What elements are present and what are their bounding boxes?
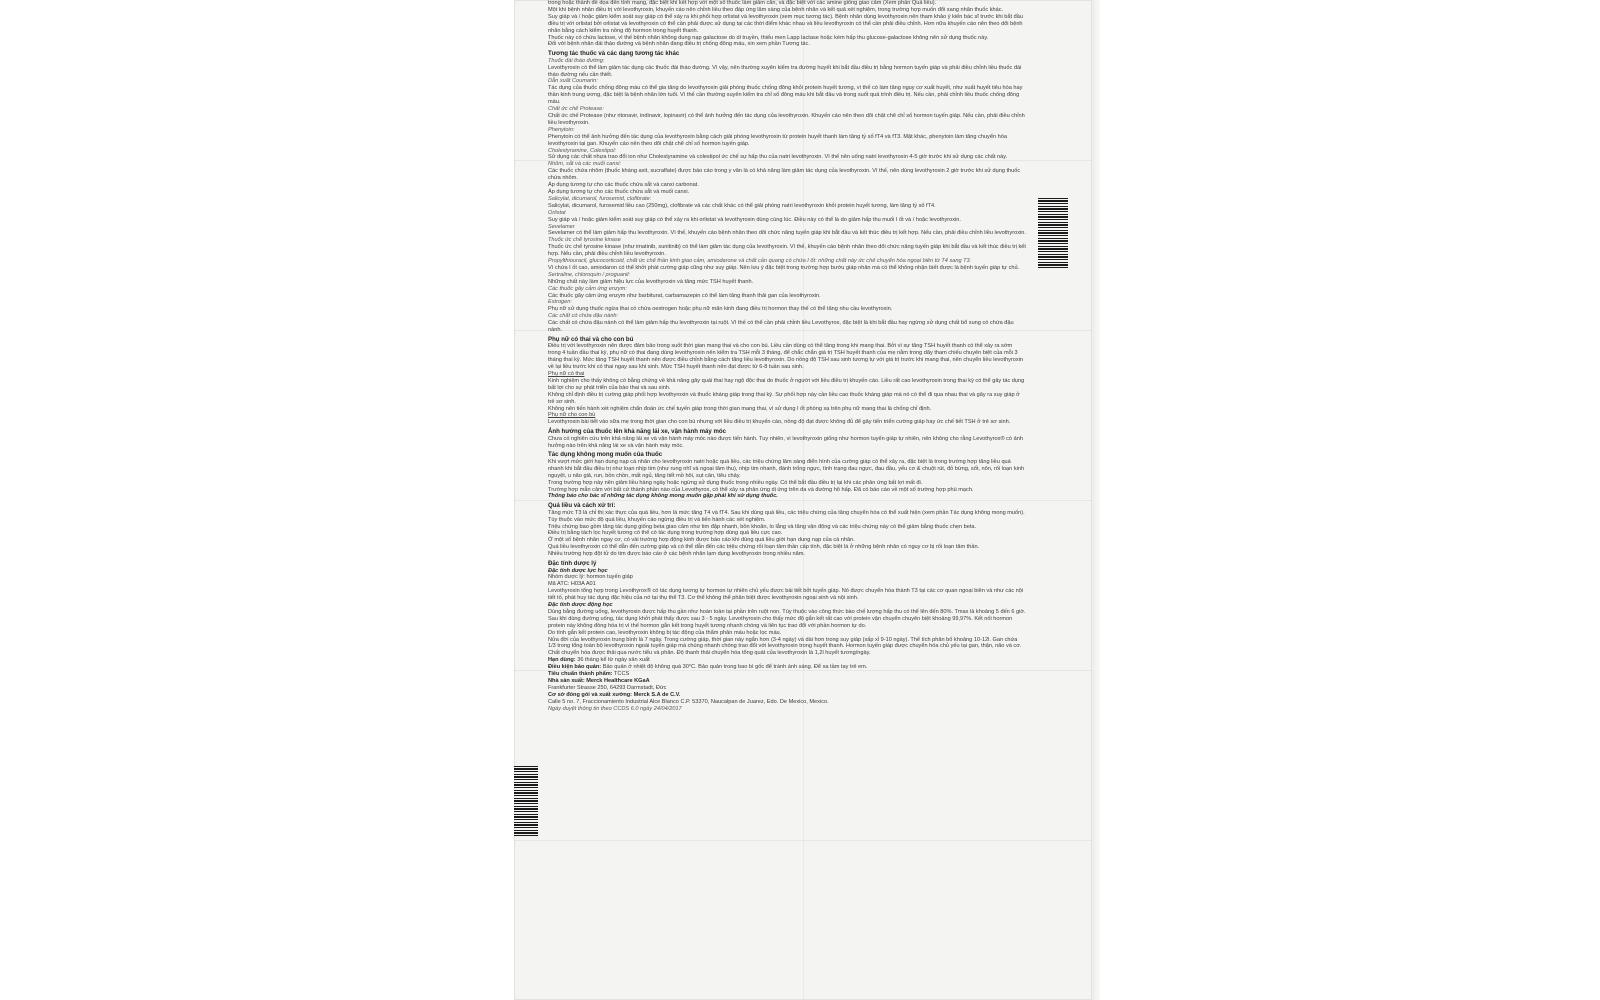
paragraph: Các chất có chứa đậu nành:: [548, 313, 619, 320]
paragraph: Kinh nghiệm cho thấy không có bằng chứng về khả năng gây quái thai hay ngộ độc thai do thuốc ở người với liều điều trị khuyến cáo. Liều rất cao levothyroxin trong thai kỳ có thể gây tác dụng bất lợi cho sự phát triển của bào thai và sau sinh.: [548, 377, 1025, 391]
paragraph: Phụ nữ sử dụng thuốc ngừa thai có chứa oestrogen hoặc phụ nữ mãn kinh đang điều trị hormon thay thế có thể tăng nhu cầu levothyroxin.: [548, 306, 893, 313]
paragraph: Orlistat: [548, 209, 566, 216]
paragraph: Phenytoin có thể ảnh hưởng đến tác dụng của levothyroxin bằng cách giải phóng levothyroxin từ protein huyết thanh làm tăng tỷ số fT4 và fT3. Mặt khác, phenytoin làm tăng chuyển hóa levothyroxin tại gan. Khuyến cáo nên theo dõi chặt chẽ chỉ số hormon tuyến giáp.: [548, 133, 1007, 147]
paragraph: Levothyroxin bài tiết vào sữa mẹ trong thời gian cho con bú nhưng với liều điều trị khuyến cáo, nồng độ đạt được không đủ để gây tiến triển cường giáp hay ức chế tiết TSH ở trẻ sơ sinh.: [548, 419, 1011, 426]
paragraph: Nhóm dược lý: hormon tuyến giáp: [548, 574, 633, 581]
paragraph: Phụ nữ cho con bú: [548, 412, 596, 419]
field-value: TCCS: [612, 671, 630, 678]
paragraph: Dùng bằng đường uống, levothyroxin được hấp thu gần như hoàn toàn tại phần trên ruột non. Tùy thuộc vào công thức bào chế lượng hấp thu có thể lên đến 80%. Tmax là khoảng 5 đến 6 giờ.: [548, 608, 1026, 615]
section-heading: Phụ nữ có thai và cho con bú: [548, 335, 634, 343]
paragraph: Suy giáp và / hoặc giảm kiểm soát suy giáp có thể xảy ra khi orlistat và levothyroxin dùng cùng lúc. Điều này có thể là do giảm hấp thu muối I ốt và / hoặc levothyroxin.: [548, 216, 961, 223]
paragraph: Nửa đời của levothyroxin trung bình là 7 ngày. Trong cường giáp, thời gian này ngắn hơn (3-4 ngày) và dài hơn trong suy giáp (xấp xỉ 9-10 ngày). Thể tích phân bố khoảng 10-12l. Gan chứa 1/3 trong tổng toàn bộ levothyroxin ngoài tuyến giáp mà chúng nhanh chóng trao đổi với levothyroxin trong huyết thanh. Hormon tuyến giáp được chuyển hóa chủ yếu tại gan, thận, não và cơ. Chất chuyển hóa được thải qua nước tiểu và phân. Độ thanh thải chuyển hóa tổng quát của levothyroxin là 1,2l huyết tương/ngày.: [548, 636, 1022, 657]
paragraph: [548, 671, 1026, 678]
barcode-left: [514, 766, 538, 838]
paragraph: Calle 5 no. 7, Fraccionamiento Industrial Alce Blanco C.P. 53370, Naucalpan de Juarez, Edo. De Mexico, Mexico.: [548, 698, 829, 705]
paragraph: Những chất này làm giảm hiệu lực của levothyroxin và tăng mức TSH huyết thanh.: [548, 278, 754, 285]
adjacent-page-edge: [1092, 0, 1100, 1000]
leaflet-text: [548, 0, 1026, 1000]
section-heading: Quá liều và cách xử trí:: [548, 501, 616, 509]
paragraph: Dẫn xuất Coumarin:: [548, 78, 598, 85]
section-heading: Tương tác thuốc và các dạng tương tác khác: [548, 49, 680, 57]
field-value: Bảo quản ở nhiệt độ không quá 30°C. Bảo quản trong bao bì gốc để tránh ánh sáng. Để xa tầm tay trẻ em.: [601, 664, 868, 671]
paragraph: Các thuốc chứa nhôm (thuốc kháng axit, sucralfate) được báo cáo trong y văn là có khả năng làm giảm tác dụng của levothyroxin. Vì thế, nên dùng levothyroxin 2 giờ trước khi sử dụng thuốc chứa nhôm.: [548, 168, 1021, 182]
paragraph: Chưa có nghiên cứu trên khả năng lái xe và vận hành máy móc nào được tiến hành. Tuy nhiên, vì levothyroxin giống như hormon tuyến giáp tự nhiên, nên không cho rằng Levothyrox® có ảnh hưởng nào trên khả năng lái xe và vận hành máy móc.: [548, 435, 1023, 449]
section-heading: Ảnh hưởng của thuốc lên khả năng lái xe, vận hành máy móc: [548, 427, 727, 435]
paragraph: Vì chứa I ốt cao, amiodaron có thể khởi phát cường giáp cũng như suy giáp. Nên lưu ý đặc biệt trong trường hợp bướu giáp nhân mà có thể không nhận biết được là bệnh tuyến giáp tự chủ.: [548, 264, 1020, 271]
paragraph: Chất ức chế Protease:: [548, 106, 604, 113]
leaflet-sheet: [514, 0, 1092, 1000]
paragraph: Mã ATC: H03A A01: [548, 581, 596, 588]
paragraph: Sevelamer: [548, 223, 575, 230]
field-label: Tiêu chuẩn thành phẩm:: [548, 671, 613, 678]
paragraph: Trường hợp mẫn cảm với bất cứ thành phần nào của Levothyrox, có thể xảy ra phản ứng dị ứng trên da và đường hô hấp. Đã có báo cáo về một số trường hợp phù mạch.: [548, 486, 974, 493]
paragraph: Các thuốc gây cảm ứng enzym:: [548, 285, 627, 292]
paragraph: Sevelamer có thể làm giảm hấp thu levothyroxin. Vì thế, khuyến cáo bệnh nhân theo dõi chức năng tuyến giáp khi bắt đầu và kết thúc điều trị kết hợp. Nếu cần, phải điều chỉnh liều levothyroxin.: [548, 230, 1026, 237]
paragraph: Tác dụng của thuốc chống đông máu có thể gia tăng do levothyroxin giải phóng thuốc chống đông khỏi protein huyết tương, vì thế có làm tăng nguy cơ xuất huyết, như xuất huyết tiêu hóa hay thần kinh trung ương, đặc biệt là bệnh nhân lớn tuổi. Vì thế cần thường xuyên kiểm tra chỉ số đông máu khi bắt đầu và trong suốt quá trình điều trị. Nếu cần, phải chỉnh liều thuốc chống đông máu.: [548, 85, 1023, 106]
paragraph: Nhôm, sắt và các muối canxi:: [548, 161, 622, 168]
paragraph: Thuốc này có chứa lactose, vì thế bệnh nhân không dung nạp galactose do di truyền, thiếu men Lapp lactase hoặc kém hấp thu glucose-galactose không nên sử dụng thuốc này.: [548, 34, 989, 41]
paragraph: Ngày duyệt thông tin theo CCDS 6.0 ngày 24/04/2017: [548, 705, 682, 712]
paragraph: Áp dụng tương tự cho các thuốc chứa sắt và muối canxi.: [548, 188, 690, 195]
paragraph: Thuốc ức chế tyrosine kinase (như imatinib, sunitinib) có thể làm giảm tác dụng của levothyroxin. Vì thế, khuyến cáo bệnh nhân theo dõi chức năng tuyến giáp khi bắt đầu và kết thúc điều trị kết hợp. Nếu cần, phải điều chỉnh liều levothyroxin.: [548, 244, 1026, 258]
paragraph: Tùy thuộc vào mức độ quá liều, khuyến cáo ngừng điều trị và tiến hành các xét nghiệm.: [548, 516, 766, 523]
paragraph: Nhiều trường hợp đột tử do tim được báo cáo ở các bệnh nhân lạm dụng levothyroxin trong nhiều năm.: [548, 551, 805, 558]
paragraph: Các thuốc gây cảm ứng enzym như barbiturat, carbamazepin có thể làm tăng thanh thải gan của levothyroxin.: [548, 292, 821, 299]
paragraph: Estrogen:: [548, 299, 572, 306]
paragraph: Khi vượt mức giới hạn dung nạp cá nhân cho levothyroxin natri hoặc quá liều, các triệu chứng lâm sàng điển hình của cường giáp có thể xảy ra, đặc biệt là trong trường hợp tăng liều quá nhanh khi bắt đầu điều trị như loạn nhịp tim (như rung nhĩ và ngoại tâm thu), nhịp tim nhanh, đánh trống ngực, tình trạng đau ngực, đau đầu, yếu cơ & chuột rút, đỏ bừng, sốt, nôn, rối loạn kinh nguyệt, u não giả, run, bồn chồn, mất ngủ, tăng tiết mồ hôi, sụt cân, tiêu chảy.: [548, 458, 1025, 479]
paragraph: Do tính gắn kết protein cao, levothyroxin không bị tác động của thẩm phân máu hoặc lọc máu.: [548, 629, 782, 636]
paragraph: Áp dụng tương tự cho các thuốc chứa sắt và canxi carbonat.: [548, 182, 699, 189]
paragraph: Frankfurter Strasse 250, 64293 Darmstadt, Đức: [548, 684, 667, 691]
paragraph: Một khi bệnh nhân điều trị với levothyroxin, khuyến cáo nên chỉnh liều theo đáp ứng lâm sàng của bệnh nhân và kết quả xét nghiệm, trong trường hợp muốn đổi sang nhãn thuốc khác.: [548, 6, 1004, 13]
paragraph: Đặc tính dược động học: [548, 602, 613, 609]
paragraph: Điều trị bằng tách lọc huyết tương có thể có tác dụng trong trường hợp dùng quá liều cực cao.: [548, 530, 783, 537]
paragraph: Propylthiouracil, glucocorticoid, chất ức chế thần kinh giao cảm, amiodarone và chất cản quang có chứa I ốt: những chất này ức chế chuyển hóa ngoại biên từ T4 sang T3.: [548, 258, 972, 265]
paragraph: trong hoặc thành đè dọa đến tính mạng, đặc biệt khi kết hợp với một số thuốc làm giảm cân, và đặc biệt với các amine giống giao cảm (Xem phần Quá liều).: [548, 0, 937, 6]
paragraph: Cholestyramine, Colestipol:: [548, 147, 617, 154]
paragraph: Thuốc ức chế tyrosine kinase: [548, 237, 621, 244]
paragraph: Không nên tiến hành xét nghiệm chẩn đoán ức chế tuyến giáp trong thời gian mang thai, vì sử dụng I ốt phóng xạ trên phụ nữ mang thai là chống chỉ định.: [548, 405, 932, 412]
paragraph: Sertraline, chloroquin / proguanil:: [548, 271, 631, 278]
paragraph: Quá liều levothyroxin có thể dẫn đến cường giáp và có thể dẫn đến các triệu chứng rối loạn tâm thần cấp tính, đặc biệt là ở những bệnh nhân có nguy cơ bị rối loạn tâm thần.: [548, 544, 980, 551]
section-heading: Đặc tính dược lý: [548, 559, 597, 567]
barcode-right: [1038, 198, 1068, 270]
paragraph: Sử dụng các chất nhựa trao đổi ion như Cholestyramine và colestipol ức chế sự hấp thu của natri levothyroxin. Vì thế nên uống natri levothyroxin 4-5 giờ trước khi sử dụng các chất này.: [548, 154, 1008, 161]
paragraph: Nhà sản xuất: Merck Healthcare KGaA: [548, 678, 650, 684]
paragraph: Trong trường hợp này nên giảm liều hàng ngày hoặc ngừng sử dụng thuốc trong nhiều ngày. Có thể bắt đầu điều trị lại khi các phản ứng bất lợi mất đi.: [548, 479, 923, 486]
paragraph: Thông báo cho bác sĩ những tác dụng không mong muốn gặp phải khi sử dụng thuốc.: [548, 493, 778, 500]
paragraph: Ở một số bệnh nhân ngay cơ, có vài trường hợp động kinh được báo cáo khi dùng quá liều giới hạn dung nạp của cá nhân.: [548, 537, 855, 544]
field-label: Hạn dùng:: [548, 657, 576, 664]
paragraph: Levothyroxin có thể làm giảm tác dụng các thuốc đái tháo đường. Vì vậy, nên thường xuyên kiểm tra đường huyết khi bắt đầu điều trị bằng hormon tuyến giáp và phải điều chỉnh liều thuốc đái tháo đường nếu cần thiết.: [548, 64, 1022, 78]
paragraph: Thuốc đái tháo đường:: [548, 57, 605, 64]
paragraph: Cơ sở đóng gói và xuất xưởng: Merck S.A de C.V.: [548, 691, 681, 698]
paragraph: Phenytoin:: [548, 126, 575, 133]
paragraph: Salicylat, dicumarol, furosemid, clofibrate:: [548, 195, 652, 202]
paragraph: Levothyroxin tổng hợp trong Levothyrox® có tác dụng tương tự hormon tự nhiên chủ yếu được bài tiết bởi tuyến giáp. Nó được chuyển hóa thành T3 tại các cơ quan ngoại biên và như các nội tiết tố, phát huy tác dụng đặc hiệu của nó tại thụ thể T3. Cơ thể không thể phân biệt được levothyroxin ngoại sinh và nội sinh.: [548, 588, 1024, 602]
paragraph: Phụ nữ có thai: [548, 371, 585, 378]
paragraph: Salicylat, dicumarol, furosemid liều cao (250mg), clofibrate và các chất khác có thể giải phóng natri levothyroxin khỏi protein huyết tương, làm tăng tỷ số fT4.: [548, 202, 936, 209]
section-heading: Tác dụng không mong muốn của thuốc: [548, 451, 663, 458]
paragraph: Suy giáp và / hoặc giảm kiểm soát suy giáp có thể xảy ra khi phối hợp orlistat và levothyroxin (xem mục tương tác). Bệnh nhân dùng levothyroxin nên tham khảo ý kiến bác sĩ trước khi bắt đầu điều trị với orlistat bởi orlistat và levothyroxin có thể cần phải được sử dụng tại các thời điểm khác nhau và liều levothyroxin có thể cần phải điều chỉnh. Hơn nữa khuyến cáo nên theo dõi bệnh nhân bằng cách kiểm tra nồng độ hormon trong huyết thanh.: [548, 13, 1023, 34]
paragraph: Chất ức chế Protease (như ritonavir, indinavir, lopinavir) có thể ảnh hưởng đến tác dụng của levothyroxin. Khuyến cáo nên theo dõi chặt chẽ chỉ số hormon tuyến giáp. Nếu cần, phải điều chỉnh liều levothyroxin.: [548, 113, 1025, 126]
paragraph: Điều trị với levothyroxin nên được đảm bảo trong suốt thời gian mang thai và cho con bú. Liều cần dùng có thể tăng trong khi mang thai. Bởi vì sự tăng TSH huyết thanh có thể xảy ra sớm trong 4 tuần đầu thai kỳ, phụ nữ có thai đang dùng levothyroxin nên kiểm tra TSH mỗi 3 tháng, để chắc chắn giá trị TSH huyết thanh của mẹ nằm trong dãy tham chiếu chuyên biệt của mỗi 3 tháng thai kỳ. Mức tăng TSH huyết thanh nên được điều chỉnh bằng cách tăng liều levothyroxin. Do nồng độ TSH sau sinh tương tự với giá trị trước khi mang thai, nên chuyển liều levothyroxin về lại liều trước khi có thai ngay sau khi sinh. Mức TSH huyết thanh nên đạt được từ 6-8 tuần sau sinh.: [548, 343, 1024, 371]
paragraph: Đặc tính dược lực học: [548, 567, 608, 574]
paragraph: Sau khi dùng đường uống, tác dụng khởi phát thấy được sau 3 - 5 ngày. Levothyroxin cho thấy mức độ gắn kết rất cao với protein vận chuyển chuyên biệt khoảng 99,97%. Kết nối hormon protein này không đồng hóa trị vì thế hormon gắn kết trong huyết tương nhanh chóng và liên tục trao đổi với phần hormon tự do.: [548, 615, 1013, 629]
field-value: 36 tháng kể từ ngày sản xuất: [575, 657, 650, 664]
paragraph: Triệu chứng bao gồm tăng tác dụng giống beta giao cảm như tim đập nhanh, bồn khoăn, lo lắng và tăng vận động và các triệu chứng này có thể giảm bằng thuốc chẹn beta.: [548, 523, 977, 530]
field-label: Điều kiện bảo quản:: [548, 664, 602, 671]
paragraph: Tăng mức T3 là chỉ thị xác thực của quá liều, hơn là mức tăng T4 và fT4. Sau khi dùng quá liều, các triệu chứng của tăng chuyển hóa có thể xuất hiện (xem phần Tác dụng không mong muốn).: [548, 509, 1025, 516]
paragraph: Các chất có chứa đậu nành có thể làm giảm hấp thu levothyroxin tại ruột. Vì thế có thể cần phải chỉnh liều Levothyrox, đặc biệt là khi bắt đầu hay ngừng sử dụng chất bổ sung có chứa đậu nành.: [548, 320, 1014, 334]
paragraph: Đối với bệnh nhân đái tháo đường và bệnh nhân đang điều trị chống đông máu, xin xem phần Tương tác.: [548, 41, 810, 48]
paragraph: Không chỉ định điều trị cường giáp phối hợp levothyroxin và thuốc kháng giáp trong thai kỳ. Sự phối hợp này cần liều cao thuốc kháng giáp mà nó có thể đi qua nhau thai và gây ra suy giáp ở trẻ sơ sinh.: [548, 391, 1020, 405]
